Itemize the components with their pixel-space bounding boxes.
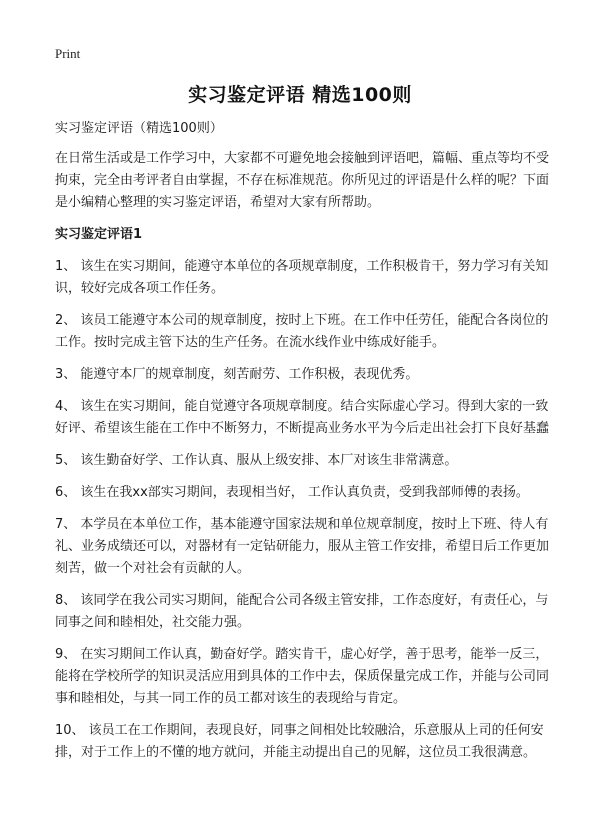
document-body [55,118,551,764]
comment-item-9: 9、 在实习期间工作认真，勤奋好学。踏实肯干，虚心好学，善于思考，能举一反三，能将在学校所学的知识灵活应用到具体的工作中去，保质保量完成工作，并能与公司同事和睦相处，与其一同工作的员工都对该生的表现给与肯定。 [55,647,550,706]
comment-item-6: 6、 该生在我xx部实习期间，表现相当好， 工作认真负责，受到我部师傅的表扬。 [55,485,529,500]
comment-item-8: 8、 该同学在我公司实习期间，能配合公司各级主管安排，工作态度好，有责任心，与同事之间和睦相处，社交能力强。 [55,593,549,630]
comment-item-1: 1、 该生在实习期间，能遵守本单位的各项规章制度，工作积极肯干，努力学习有关知识，较好完成各项工作任务。 [55,259,549,296]
print-label: Print [55,46,81,61]
intro-paragraph: 在日常生活或是工作学习中，大家都不可避免地会接触到评语吧，篇幅、重点等均不受拘束，完全由考评者自由掌握，不存在标准规范。你所见过的评语是什么样的呢？下面是小编精心整理的实习鉴定评语，希望对大家有所帮助。 [55,151,550,210]
comment-item-10: 10、 该员工在工作期间，表现良好，同事之间相处比较融洽，乐意服从上司的任何安排，对于工作上的不懂的地方就问，并能主动提出自己的见解，这位员工我很满意。 [55,723,544,760]
subtitle: 实习鉴定评语（精选100则） [55,121,223,136]
comment-item-3: 3、 能遵守本厂的规章制度，刻苦耐劳、工作积极，表现优秀。 [55,367,419,382]
comment-item-7: 7、 本学员在本单位工作，基本能遵守国家法规和单位规章制度，按时上下班、待人有礼、业务成绩还可以，对器材有一定钻研能力，服从主管工作安排，希望日后工作更加刻苦，做一个对社会有贡献的人。 [55,517,550,576]
page-title: 实习鉴定评语 精选100则 [188,84,412,106]
section-heading: 实习鉴定评语1 [55,227,143,242]
comment-item-4: 4、 该生在实习期间，能自觉遵守各项规章制度。结合实际虚心学习。得到大家的一致好评、希望该生能在工作中不断努力，不断提高业务水平为今后走出社会打下良好基蠢 [55,399,550,436]
comment-item-5: 5、 该生勤奋好学、工作认真、服从上级安排、本厂对该生非常满意。 [55,453,458,468]
comment-item-2: 2、 该员工能遵守本公司的规章制度，按时上下班。在工作中任劳任，能配合各岗位的工作。按时完成主管下达的生产任务。在流水线作业中练成好能手。 [55,313,549,350]
